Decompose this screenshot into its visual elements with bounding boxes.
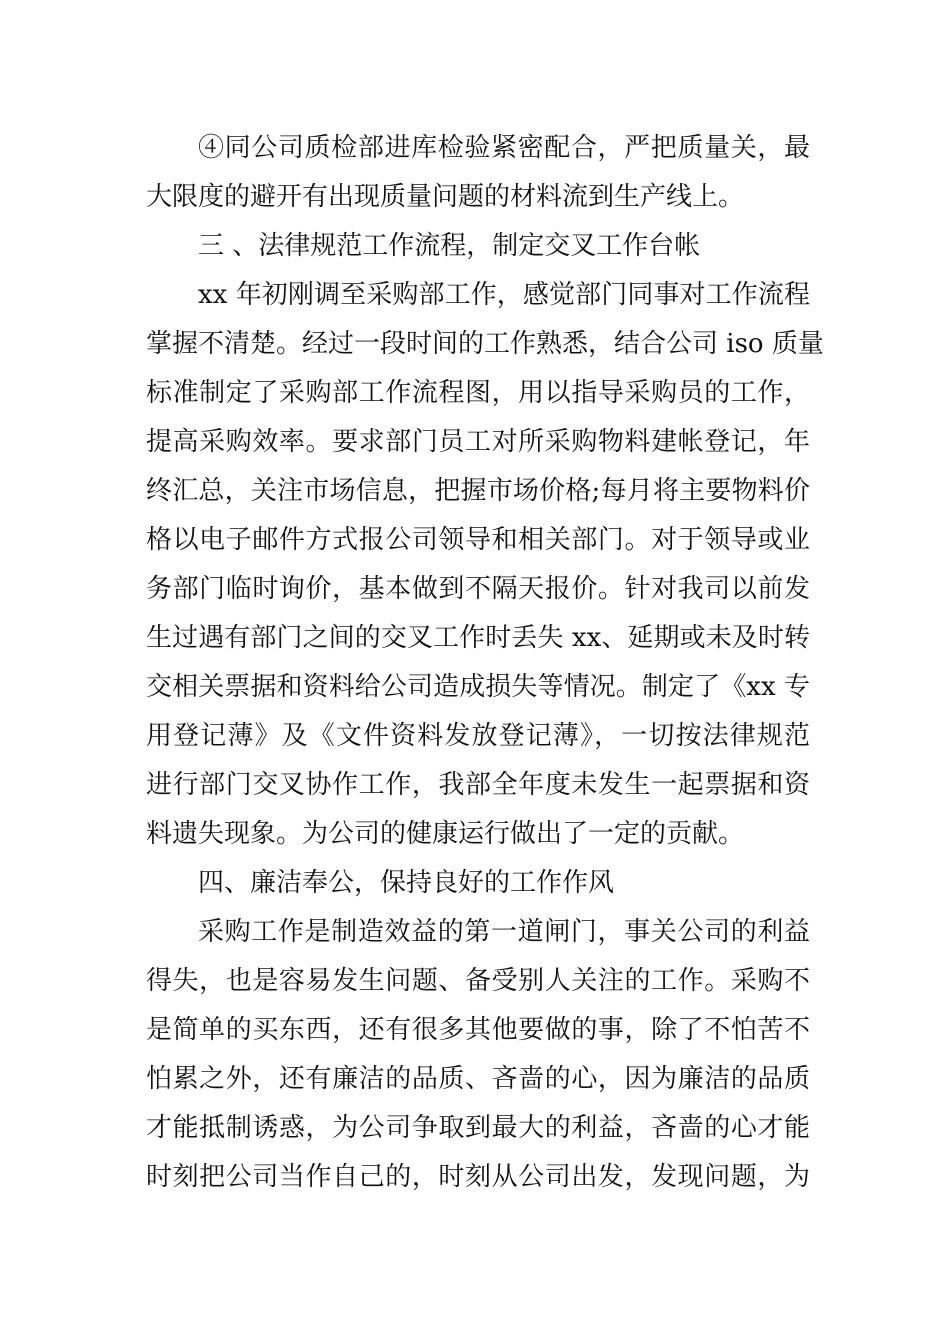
paragraph-line: 务部门临时询价，基本做到不隔天报价。针对我司以前发 [146,574,810,604]
paragraph-line: ④同公司质检部进库检验紧密配合，严把质量关，最 [198,133,810,163]
paragraph-line: 格以电子邮件方式报公司领导和相关部门。对于领导或业 [146,525,810,555]
paragraph-line: 才能抵制诱惑，为公司争取到最大的利益，吝啬的心才能 [146,1113,810,1143]
paragraph-line: xx 年初刚调至采购部工作，感觉部门同事对工作流程 [198,280,810,310]
paragraph-line: 生过遇有部门之间的交叉工作时丢失 xx、延期或未及时转 [146,623,810,653]
paragraph-line: 终汇总，关注市场信息，把握市场价格;每月将主要物料价 [146,476,810,506]
section-heading: 三 、法律规范工作流程，制定交叉工作台帐 [198,231,701,261]
paragraph-line: 进行部门交叉协作工作，我部全年度未发生一起票据和资 [146,770,810,800]
section-heading: 四、廉洁奉公，保持良好的工作作风 [198,868,615,898]
paragraph-line: 大限度的避开有出现质量问题的材料流到生产线上。 [146,182,745,212]
paragraph-line: 交相关票据和资料给公司造成损失等情况。制定了《xx 专 [146,672,810,702]
paragraph-line: 时刻把公司当作自己的，时刻从公司出发，发现问题，为 [146,1162,810,1192]
paragraph-line: 标准制定了采购部工作流程图，用以指导采购员的工作， [146,378,810,408]
paragraph-line: 得失，也是容易发生问题、备受别人关注的工作。采购不 [146,966,810,996]
paragraph-line: 怕累之外，还有廉洁的品质、吝啬的心，因为廉洁的品质 [146,1064,810,1094]
paragraph-line: 用登记薄》及《文件资料发放登记薄》，一切按法律规范 [146,721,810,751]
paragraph-line: 掌握不清楚。经过一段时间的工作熟悉，结合公司 iso 质量 [146,329,824,359]
paragraph-line: 是简单的买东西，还有很多其他要做的事，除了不怕苦不 [146,1015,810,1045]
paragraph-line: 料遗失现象。为公司的健康运行做出了一定的贡献。 [146,819,745,849]
paragraph-line: 提高采购效率。要求部门员工对所采购物料建帐登记，年 [146,427,810,457]
paragraph-line: 采购工作是制造效益的第一道闸门，事关公司的利益 [198,917,810,947]
document-body [146,124,824,1202]
